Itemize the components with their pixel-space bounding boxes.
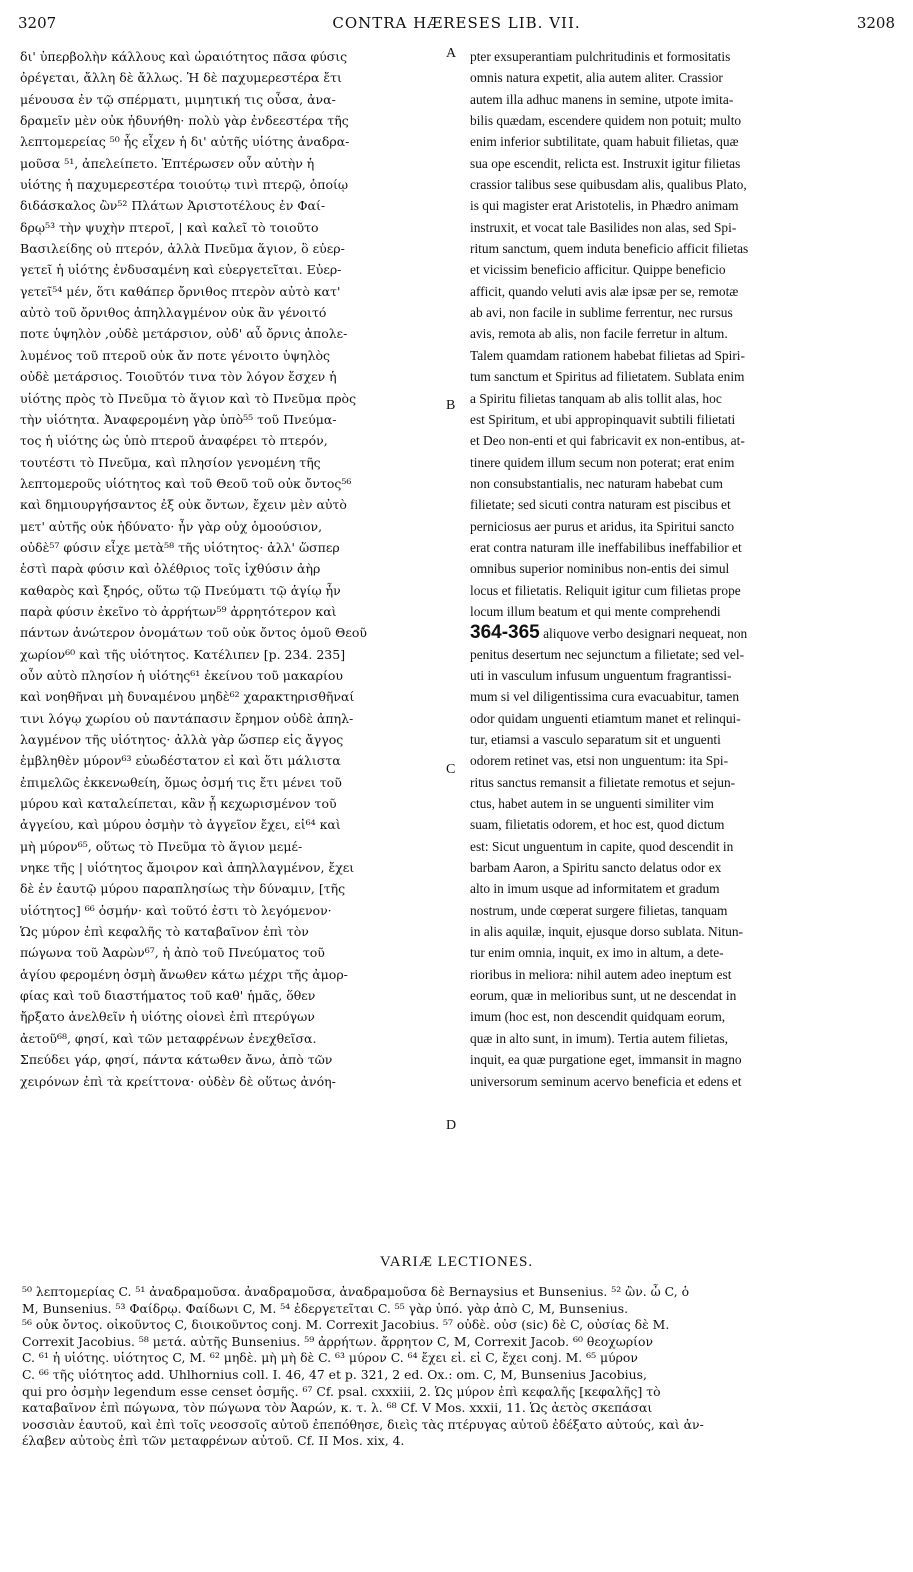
critical-apparatus <box>22 1284 894 1450</box>
variant-note-line: έλαβεν αὐτοὺς ἐπὶ τῶν μεταφρένων αὐτοῦ. Cf. II Mos. xix, 4. <box>22 1433 405 1449</box>
greek-text-line: διδάσκαλος ὢν⁵² Πλάτων Ἀριστοτέλους ἐν Φαί- <box>20 198 326 214</box>
greek-text-line: ἐστὶ παρὰ φύσιν καὶ ὀλέθριος τοῖς ἰχθύσιν ἀὴρ <box>20 561 321 577</box>
latin-text-line: mum si vel diligentissima cura evacuabitur, tamen <box>470 689 740 705</box>
latin-text-line: ritum sanctum, quem induta beneficio afficit filietas <box>470 241 749 257</box>
latin-text-line: omnibus superior nominibus non-entis dei simul <box>470 561 730 577</box>
greek-text-line: καθαρὸς καὶ ξηρός, οὕτω τῷ Πνεύματι τῷ ἁγίῳ ἦν <box>20 582 341 598</box>
latin-text-line: barbam Aaron, a Spiritu sancto delatus odor ex <box>470 860 722 876</box>
latin-text-line: tum sanctum et Spiritus ad filietatem. Sublata enim <box>470 369 745 385</box>
page-number-left: 3207 <box>18 14 57 32</box>
greek-text-line: παρὰ φύσιν ἐκεῖνο τὸ ἀρρήτων⁵⁹ ἀρρητότερον καὶ <box>20 603 337 619</box>
latin-text-line: uti in vasculum infusum unguentum fragrantissi- <box>470 667 732 683</box>
column-number: 364-365 <box>470 622 540 644</box>
greek-text-line: υἱότης πρὸς τὸ Πνεῦμα τὸ ἅγιον καὶ τὸ Πνεῦμα πρὸς <box>20 390 357 406</box>
greek-text-line: τουτέστι τὸ Πνεῦμα, καὶ πλησίον γενομένη τῆς <box>20 454 321 470</box>
greek-text-line: γετεῖ⁵⁴ μέν, ὅτι καθάπερ ὄρνιθος πτερὸν αὐτὸ κατ' <box>20 283 341 299</box>
latin-text-line: odorem retinet vas, etsi non unguentum: ita Spi- <box>470 753 729 769</box>
greek-text-line: νηκε τῆς | υἱότητος ἄμοιρον καὶ ἀπηλλαγμένον, ἔχει <box>20 860 355 876</box>
greek-text-line: λεπτομεροῦς υἱότητος καὶ τοῦ Θεοῦ τοῦ οὐκ ὄντος⁵⁶ <box>20 475 352 491</box>
latin-text-line: est: Sicut unguentum in capite, quod descendit in <box>470 838 734 854</box>
latin-text-line: penitus desertum nec sejunctum a filietate; sed vel- <box>470 646 745 662</box>
page-header <box>18 14 895 36</box>
latin-text-line: universorum seminum acervo beneficia et edens et <box>470 1073 742 1089</box>
greek-text-line: Βασιλείδης οὐ πτερόν, ἀλλὰ Πνεῦμα ἅγιον, ὃ εὐερ- <box>20 241 345 257</box>
latin-text-line: avis, remota ab alis, non facile ferretur in altum. <box>470 326 728 342</box>
latin-text-line: tur enim omnia, inquit, ex imo in altum, a dete- <box>470 945 724 961</box>
greek-text-line: ἐπιμελῶς ἐκκενωθείη, ὅμως ὀσμή τις ἔτι μένει τοῦ <box>20 774 342 790</box>
greek-text-line: χειρόνων ἐπὶ τὰ κρείττονα· οὐδὲν δὲ οὕτως ἀνόη- <box>20 1073 336 1089</box>
greek-text-line: ἀγγείου, καὶ μύρου ὀσμὴν τὸ ἀγγεῖον ἔχει, εἰ⁶⁴ καὶ <box>20 817 341 833</box>
greek-text-line: ποτε ὑψηλὸν ,οὐδὲ μετάρσιον, οὐδ' αὖ ὄρνις ἀπολε- <box>20 326 348 342</box>
latin-text-line: instruxit, et vocat tale Basilides non alas, sed Spi- <box>470 219 737 235</box>
variant-note-line: νοσσιὰν ἑαυτοῦ, καὶ ἐπὶ τοῖς νεοσσοῖς αὐτοῦ ἐπεπόθησε, διεὶς τὰς πτέρυγας αὐτοῦ ἐδέξατο αὐτούς, καὶ ἀν- <box>22 1416 704 1432</box>
latin-text-line: rioribus in meliora: nihil autem adeo ineptum est <box>470 966 732 982</box>
variant-note-line: C. ⁶⁶ τῆς υἱότητος add. Uhlhornius coll. I. 46, 47 et p. 321, 2 ed. Ox.: om. C, M, Bunsenius Jacobius, <box>22 1366 647 1382</box>
greek-text-line: τινι λόγῳ χωρίου οὐ παντάπασιν ἔρημον οὐδὲ ἀπηλ- <box>20 710 354 726</box>
latin-text-line: locum illum beatum et qui mente comprehendi <box>470 603 721 619</box>
variant-note-line: M, Bunsenius. ⁵³ Φαίδρῳ. Φαίδωνι C, M. ⁵⁴ ἐδεργετεῖται C. ⁵⁵ γὰρ ὑπό. γὰρ ἀπὸ C, M, Bunsenius. <box>22 1300 629 1316</box>
greek-text-line: υἱότης ἡ παχυμερεστέρα τοιούτῳ τινὶ πτερῷ, ὁποίῳ <box>20 177 349 193</box>
greek-text-line: λυμένος τοῦ πτεροῦ οὐκ ἄν ποτε γένοιτο ὑψηλὸς <box>20 347 331 363</box>
latin-text-line: alto in imum usque ad informitatem et gradum <box>470 881 720 897</box>
latin-text-line: nostrum, unde cœperat surgere filietas, tanquam <box>470 902 728 918</box>
variant-note-line: ⁵⁰ λεπτομερίας C. ⁵¹ ἀναδραμοῦσα. ἀναδραμοῦσα, ἀναδραμοῦσα δὲ Bernaysius et Bunsenius. ⁵² ὢν. ὦ C, ὁ <box>22 1284 690 1299</box>
greek-text-line: δὲ ἐν ἑαυτῷ μύρου παραπλησίως τὴν δύναμιν, [τῆς <box>20 881 346 897</box>
latin-text-line: filietate; sed sicuti contra naturam est piscibus et <box>470 497 731 513</box>
greek-text-line: γετεῖ ἡ υἱότης ἐνδυσαμένη καὶ εὐεργετεῖται. Εὐερ- <box>20 262 342 278</box>
latin-text-line: pter exsuperantiam pulchritudinis et formositatis <box>470 49 731 64</box>
greek-text-line: Ὡς μύρον ἐπὶ κεφαλῆς τὸ καταβαῖνον ἐπὶ τὸν <box>20 924 309 940</box>
latin-text-line: ab avi, non facile in sublime ferrentur, nec rursus <box>470 305 733 321</box>
greek-text-line: ἀετοῦ⁶⁸, φησί, καὶ τῶν μεταφρένων ἐνεχθεῖσα. <box>20 1030 317 1046</box>
margin-marker-c: C <box>446 762 456 777</box>
greek-text-line: δρῳ⁵³ τὴν ψυχὴν πτεροῖ, | καὶ καλεῖ τὸ τοιοῦτο <box>20 219 319 235</box>
latin-text-line: in alis aquilæ, inquit, ejusque dorso sublata. Nitun- <box>470 924 743 940</box>
greek-text-line: ἤρξατο ἀνελθεῖν ἡ υἱότης οἱονεὶ ἐπὶ πτερύγων <box>20 1009 315 1025</box>
running-title: CONTRA HÆRESES LIB. VII. <box>332 14 581 32</box>
latin-text-line: locus et filietatis. Reliquit igitur cum filietas prope <box>470 582 741 598</box>
variant-note-line: καταβαῖνον ἐπὶ πώγωνα, τὸν πώγωνα τὸν Ἀαρών, κ. τ. λ. ⁶⁸ Cf. V Mos. xxxii, 11. Ὡς ἀετὸς σκεπάσαι <box>22 1400 653 1416</box>
latin-text-line: ctus, habet autem in se unguenti similiter vim <box>470 796 714 812</box>
latin-text-line: afficit, quando veluti avis alæ ipsæ per se, remotæ <box>470 283 739 299</box>
latin-text-line: imum (hoc est, non descendit quidquam eorum, <box>470 1009 726 1025</box>
latin-text-line: quæ in alto sunt, in imum). Tertia autem filietas, <box>470 1030 729 1046</box>
page-number-right: 3208 <box>856 14 895 32</box>
greek-text-line: μύρου καὶ καταλείπεται, κἂν ᾖ κεχωρισμένον τοῦ <box>20 796 337 812</box>
latin-text-line: bilis quædam, escendere quidem non potuit; multo <box>470 113 742 129</box>
greek-text-line: λεπτομερείας ⁵⁰ ἧς εἶχεν ἡ δι' αὐτῆς υἱότης ἀναδρα- <box>20 134 350 150</box>
latin-text-line: crassior talibus sese quibusdam alis, qualibus Plato, <box>470 177 747 193</box>
greek-text-line: δι' ὑπερβολὴν κάλλους καὶ ὡραιότητος πᾶσα φύσις <box>20 49 348 64</box>
latin-text-line: autem illa adhuc manens in semine, utpote imita- <box>470 91 734 107</box>
greek-text-line: οὖν αὐτὸ πλησίον ἡ υἱότης⁶¹ ἐκείνου τοῦ μακαρίου <box>20 667 343 683</box>
variant-note-line: ⁵⁶ οὐκ ὄντος. οἰκοῦντος C, διοικοῦντος conj. M. Correxit Jacobius. ⁵⁷ οὐδὲ. οὐσ (sic) δὲ C, οὐσίας δὲ M. <box>22 1317 670 1333</box>
greek-text-line: τος ἡ υἱότης ὡς ὑπὸ πτεροῦ ἀναφέρει τὸ πτερόν, <box>20 433 328 449</box>
latin-text-line <box>470 622 892 643</box>
greek-text-line: τὴν υἱότητα. Ἀναφερομένη γὰρ ὑπὸ⁵⁵ τοῦ Πνεύμα- <box>20 411 337 427</box>
latin-line-text: aliquove verbo designari nequeat, non <box>539 626 748 642</box>
latin-text-line: suam, filietatis odorem, et hoc est, quod dictum <box>470 817 725 833</box>
greek-text-line: μὴ μύρον⁶⁵, οὕτως τὸ Πνεῦμα τὸ ἅγιον μεμέ- <box>20 838 303 854</box>
latin-text-line: perniciosus aer purus et aridus, ita Spiritui sancto <box>470 518 735 534</box>
latin-text-line: odor quidam unguenti etiamtum manet et relinqui- <box>470 710 741 726</box>
latin-text-line: omnis natura expetit, alia autem aliter. Crassior <box>470 70 723 86</box>
latin-text-line: tinere quidem illum secum non poterat; erat enim <box>470 454 735 470</box>
latin-text-line: is qui magister erat Aristotelis, in Phædro animam <box>470 198 739 214</box>
margin-marker-b: B <box>446 398 456 413</box>
latin-text-line: enim inferior subtilitate, quam habuit filietas, quæ <box>470 134 739 150</box>
variant-note-line: C. ⁶¹ ἡ υἱότης. υἱότητος C, M. ⁶² μηδὲ. μὴ μὴ δὲ C. ⁶³ μύρον C. ⁶⁴ ἔχει εἰ. εἰ C, ἔχει conj. M. ⁶⁵ μύρον <box>22 1350 638 1366</box>
latin-text-line: est Spiritum, et ubi appropinquavit subtili filietati <box>470 411 736 427</box>
latin-text-line: Talem quamdam rationem habebat filietas ad Spiri- <box>470 347 745 363</box>
latin-text-line: sua ope escendit, relicta est. Instruxit igitur filietas <box>470 155 741 171</box>
greek-text-line: φίας καὶ τοῦ διαστήματος τοῦ καθ' ἡμᾶς, ὅθεν <box>20 988 316 1004</box>
greek-text-line: καὶ νοηθῆναι μὴ δυναμένου μηδὲ⁶² χαρακτηρισθῆναί <box>20 689 355 705</box>
greek-text-line: καὶ δημιουργήσαντος ἐξ οὐκ ὄντων, ἔχειν μὲν αὐτὸ <box>20 497 347 513</box>
latin-text-line: ritus sanctus remansit a filietate remotus et sejun- <box>470 774 736 790</box>
greek-text-line: οὐδὲ⁵⁷ φύσιν εἶχε μετὰ⁵⁸ τῆς υἱότητος· ἀλλ' ὥσπερ <box>20 539 340 555</box>
greek-text-line: πάντων ἀνώτερον ὀνομάτων τοῦ οὐκ ὄντος ὁμοῦ Θεοῦ <box>20 625 367 641</box>
latin-text-line: et vicissim beneficio afficitur. Quippe beneficio <box>470 262 726 278</box>
variant-note-line: qui pro ὀσμὴν legendum esse censet ὀσμῆς. ⁶⁷ Cf. psal. cxxxiii, 2. Ὡς μύρον ἐπὶ κεφαλῆς [κεφαλῆς] τὸ <box>22 1383 661 1399</box>
latin-text-line: non consubstantialis, nec naturam habebat cum <box>470 475 723 491</box>
greek-text-line: χωρίον⁶⁰ καὶ τῆς υἱότητος. Κατέλιπεν [p. 234. 235] <box>20 646 346 662</box>
latin-text-column <box>470 46 892 1092</box>
latin-text-line: erat contra naturam ille ineffabilibus ineffabilior et <box>470 539 742 555</box>
margin-marker-a: A <box>446 46 457 61</box>
greek-text-line: δραμεῖν μὲν οὐκ ἠδυνήθη· πολὺ γὰρ ἐνδεεστέρα τῆς <box>20 113 349 129</box>
latin-text-line: tur, etiamsi a vasculo separatum sit et unguenti <box>470 732 721 747</box>
latin-text-line: a Spiritu filietas tanquam ab alis tollit alas, hoc <box>470 390 722 406</box>
greek-text-line: οὐδὲ μετάρσιος. Τοιοῦτόν τινα τὸν λόγον ἔσχεν ἡ <box>20 369 337 385</box>
greek-text-line: Σπεύδει γάρ, φησί, πάντα κάτωθεν ἄνω, ἀπὸ τῶν <box>20 1052 333 1068</box>
greek-text-line: υἱότητος] ⁶⁶ ὀσμήν· καὶ τοῦτό ἐστι τὸ λεγόμενον· <box>20 902 332 918</box>
variant-note-line: Correxit Jacobius. ⁵⁸ μετά. αὐτῆς Bunsenius. ⁵⁹ ἀρρήτων. ἄρρητον C, M, Correxit Jacob. ⁶⁰ θεοχωρίον <box>22 1333 654 1349</box>
greek-text-column <box>20 46 442 1092</box>
greek-text-line: ὀρέγεται, ἄλλη δὲ ἄλλως. Ἡ δὲ παχυμερεστέρα ἔτι <box>20 70 342 86</box>
variae-lectiones-heading: VARIÆ LECTIONES. <box>379 1254 534 1270</box>
greek-text-line: μοῦσα ⁵¹, ἀπελείπετο. Ἐπτέρωσεν οὖν αὐτὴν ἡ <box>20 155 315 171</box>
greek-text-line: μένουσα ἐν τῷ σπέρματι, μιμητική τις οὖσα, ἀνα- <box>20 91 336 107</box>
greek-text-line: μετ' αὐτῆς οὐκ ἠδύνατο· ἦν γὰρ οὐχ ὁμοούσιον, <box>20 518 323 534</box>
greek-text-line: ἁγίου φερομένη ὀσμὴ ἄνωθεν κάτω μέχρι τῆς ἀμορ- <box>20 966 348 982</box>
margin-marker-d: D <box>446 1118 457 1133</box>
latin-text-line: inquit, ea quæ purgatione eget, immansit in magno <box>470 1052 742 1068</box>
latin-text-line: et Deo non-enti et qui fabricavit ex non-entibus, at- <box>470 433 745 449</box>
greek-text-line: αὐτὸ τοῦ ὄρνιθος ἀπηλλαγμένον οὐκ ἂν γένοιτό <box>20 305 327 321</box>
latin-text-line: eorum, quæ in melioribus sunt, ut ne descendat in <box>470 988 737 1004</box>
greek-text-line: ἐμβληθὲν μύρον⁶³ εὐωδέστατον εἰ καὶ ὅτι μάλιστα <box>20 753 341 769</box>
greek-text-line: πώγωνα τοῦ Ἀαρὼν⁶⁷, ἡ ἀπὸ τοῦ Πνεύματος τοῦ <box>20 945 325 961</box>
greek-text-line: λαγμένον τῆς υἱότητος· ἀλλὰ γὰρ ὥσπερ εἰς ἄγγος <box>20 732 344 747</box>
